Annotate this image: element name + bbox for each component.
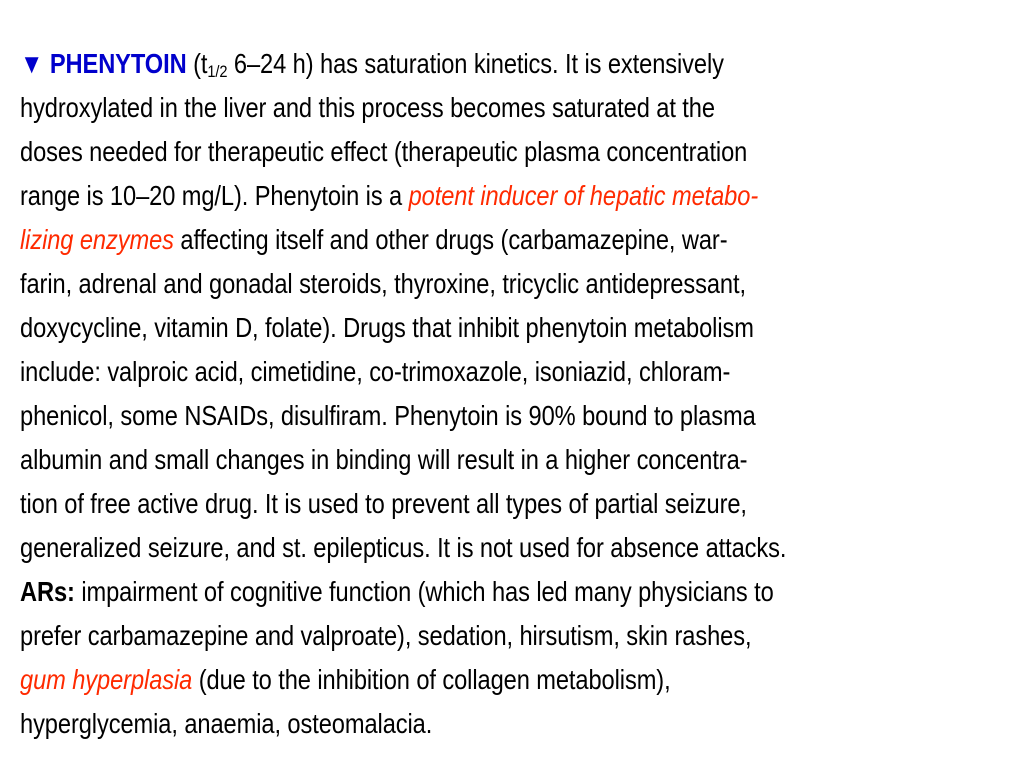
line-4-text: range is 10–20 mg/L). Phenytoin is a: [20, 180, 409, 211]
emphasis-gum-hyperplasia: gum hyperplasia: [20, 664, 193, 695]
line-4: [20, 174, 878, 218]
line-9: phenicol, some NSAIDs, disulfiram. Phenytoin is 90% bound to plasma: [20, 400, 756, 431]
emphasis-enzymes: lizing enzymes: [20, 224, 174, 255]
line-1: [20, 42, 878, 86]
line-1-text: 6–24 h) has saturation kinetics. It is extensively: [227, 48, 724, 79]
slide-body: [20, 42, 878, 746]
down-triangle-icon: ▼: [20, 48, 44, 79]
line-13-text: impairment of cognitive function (which has led many physicians to: [74, 576, 774, 607]
line-5-text: affecting itself and other drugs (carbamazepine, war-: [173, 224, 728, 255]
line-13: [20, 570, 878, 614]
line-10: albumin and small changes in binding will result in a higher concentra-: [20, 444, 748, 475]
line-2: hydroxylated in the liver and this process becomes saturated at the: [20, 92, 715, 123]
emphasis-inducer: potent inducer of hepatic metabo-: [408, 180, 759, 211]
half-life-open: (t: [186, 48, 208, 79]
line-8: include: valproic acid, cimetidine, co-trimoxazole, isoniazid, chloram-: [20, 356, 731, 387]
line-11: tion of free active drug. It is used to prevent all types of partial seizure,: [20, 488, 747, 519]
line-3: doses needed for therapeutic effect (therapeutic plasma concentration: [20, 136, 748, 167]
line-5: [20, 218, 878, 262]
line-15: [20, 658, 878, 702]
line-12: generalized seizure, and st. epilepticus. It is not used for absence attacks.: [20, 532, 787, 563]
drug-name-heading: PHENYTOIN: [49, 48, 187, 79]
half-life-subscript: 1/2: [207, 62, 228, 81]
line-16: hyperglycemia, anaemia, osteomalacia.: [20, 708, 433, 739]
line-14: prefer carbamazepine and valproate), sedation, hirsutism, skin rashes,: [20, 620, 752, 651]
line-6: farin, adrenal and gonadal steroids, thyroxine, tricyclic antidepressant,: [20, 268, 746, 299]
adverse-reactions-label: ARs:: [20, 576, 75, 607]
line-7: doxycycline, vitamin D, folate). Drugs that inhibit phenytoin metabolism: [20, 312, 754, 343]
line-15-text: (due to the inhibition of collagen metabolism),: [192, 664, 671, 695]
